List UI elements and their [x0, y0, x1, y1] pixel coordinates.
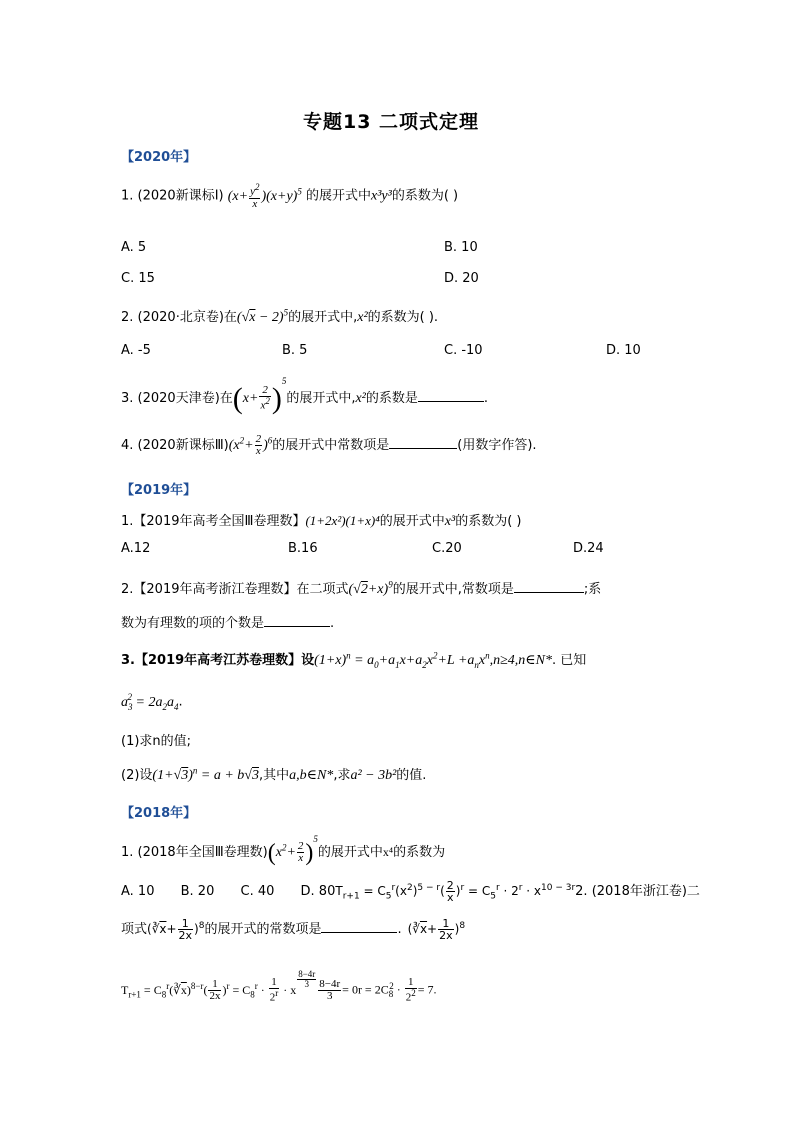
- q2019-3-part2-prefix: (2)设: [121, 768, 153, 783]
- q2019-1-option-b: B.16: [288, 541, 318, 556]
- q2019-3-given-end: .: [178, 694, 183, 710]
- q2019-3-part1: (1)求n的值;: [121, 734, 192, 749]
- page-title: 专题13 二项式定理: [303, 111, 480, 133]
- q2020-4-text: 的展开式中常数项是: [272, 438, 390, 453]
- q2020-2-option-a: A. -5: [121, 343, 151, 358]
- q2020-1: 1. (2020新课标Ⅰ) (x+ $\frac{y^2}{x}$ )$(x+y)^5$ 的展开式中x³y³的系数为( ): [121, 182, 459, 210]
- q2019-2-label: 2.【2019年高考浙江卷理数】在二项式: [121, 582, 349, 597]
- q2020-2-prefix: 2. (2020·北京卷)在: [121, 310, 237, 325]
- q2018-2-text: 的展开式的常数项是: [204, 922, 322, 937]
- q2019-3-condition: ,n≥4,n∈N*: [489, 653, 553, 668]
- q2019-1-suffix: 的系数为( ): [455, 514, 522, 529]
- q2019-1-option-d: D.24: [573, 541, 604, 556]
- q2019-1-text: 的展开式中: [379, 514, 445, 529]
- q2019-2-text: 的展开式中,常数项是: [392, 582, 514, 597]
- q2020-1-text: 的展开式中: [305, 188, 371, 204]
- q2020-1-option-c: C. 15: [121, 271, 155, 286]
- q2020-3: 3. (2020天津卷)在(x+ $\frac{2}{x^2}$ )$^5$的展开式中,x²的系数是 .: [121, 376, 489, 415]
- q2020-3-text: 的展开式中,: [286, 391, 356, 406]
- answer-blank[interactable]: [264, 614, 330, 627]
- q2019-3-part2: (2)设$(1+√3)^n = a + b√3$,其中a,b∈N*,求a² − 3b²的值.: [121, 765, 427, 783]
- q2018-1: 1. (2018年全国Ⅲ卷理数)($x^2+$ $\frac{2}{x}$ )$^5$的展开式中x⁴的系数为: [121, 834, 446, 866]
- q2020-1-option-d: D. 20: [444, 271, 479, 286]
- q2019-2-end: .: [330, 616, 335, 631]
- q2020-4: 4. (2020新课标$Ⅲ)(x^2+$ $\frac{2}{x}$ )$^6$的展开式中常数项是 (用数字作答).: [121, 433, 537, 458]
- q2019-3-part2-mid: ,其中: [258, 768, 290, 783]
- q2020-3-term: x²: [355, 391, 366, 406]
- q2019-2: 2.【2019年高考浙江卷理数】在二项式$(√2+x)^9$的展开式中,常数项是 ;系: [121, 579, 602, 597]
- q2019-1-option-c: C.20: [432, 541, 462, 556]
- q2020-3-end: .: [483, 391, 489, 406]
- q2019-1-label: 1.【2019年高考全国Ⅲ卷理数】: [121, 514, 306, 529]
- q2019-3-label: 3.【2019年高考江苏卷理数】设: [121, 653, 315, 668]
- q2018-1-suffix: 的系数为: [393, 845, 446, 860]
- answer-blank[interactable]: [321, 920, 397, 933]
- q2018-1-options-line: A. 10 B. 20 C. 40 D. $80T_{r+1} = C_5^r(x^2)^{5 - r}$( $\frac{2}{x}$ )$^r = C_5^r \cdot 2^r \cdot x^{10 - 3r}2$. (2018年浙江卷)二: [121, 879, 700, 904]
- q2018-2-solution-tail: = 0r = 2C: [342, 982, 389, 997]
- q2019-2-mid: ;系: [583, 582, 602, 597]
- q2019-2-line2-text: 数为有理数的项的个数是: [121, 616, 265, 631]
- q2019-2-line2: [121, 612, 334, 631]
- q2020-3-prefix: 3. (2020天津卷)在: [121, 391, 233, 406]
- q2018-2-solution: $T_{r+1}$ = $C_8^r(∛\overline{x})^{8-r}$( $\frac{1}{2x}$ )$^r = C_8^r$ · $\frac{1}{2^r}$ · x $^{\frac{8-4r}{3}}$ $\frac{8-4r}{3}$ = $0r = 2C_8^2$ · $\frac{1}{2^2}$ = 7.: [121, 969, 437, 1005]
- q2019-3-part2-end: 的值.: [396, 768, 427, 783]
- q2020-1-option-a: A. 5: [121, 240, 147, 255]
- q2018-2-label: 2. (2018年浙江卷)二: [575, 884, 700, 899]
- q2020-2: 2. (2020·北京卷)在$(√x - 2)^5$的展开式中,x²的系数为( ).: [121, 307, 439, 325]
- section-2019: 【2019年】: [121, 483, 197, 498]
- q2019-1-term: x³: [444, 514, 456, 529]
- q2019-3-part2-expr: a² − 3b²: [350, 768, 397, 783]
- q2020-1-option-b: B. 10: [444, 240, 478, 255]
- q2018-1-option-c: C. 40: [240, 884, 275, 899]
- q2018-1-option-b: B. 20: [180, 884, 215, 899]
- q2018-2-solution-end: = 7.: [417, 982, 437, 997]
- q2019-3-given: $a_3^2 = 2a_2a_4$.: [121, 692, 183, 712]
- q2018-2-prefix: 项式: [121, 922, 148, 937]
- q2020-2-option-b: B. 5: [282, 343, 308, 358]
- q2018-1-text: 的展开式中: [317, 845, 383, 860]
- q2018-2: 项式($∛\overline{x}+$ $\frac{1}{2x}$ )$^8$的展开式的常数项是 . ($∛\overline{x}+$ $\frac{1}{2x}$ )$^8$: [121, 917, 466, 942]
- q2020-2-option-c: C. -10: [444, 343, 483, 358]
- q2018-1-option-d: D. 80: [300, 884, 336, 899]
- q2020-2-text: 的展开式中,: [288, 310, 358, 325]
- q2020-1-term: x³y³: [371, 188, 392, 204]
- q2020-3-suffix: 的系数是: [365, 391, 418, 406]
- q2019-3-part2-cond: a,b∈N*: [289, 768, 334, 783]
- answer-blank[interactable]: [389, 436, 457, 449]
- q2019-1-expr: (1+2x²)(1+x)⁴: [305, 513, 380, 528]
- section-2018: 【2018年】: [121, 806, 197, 821]
- q2020-2-term: x²: [357, 310, 368, 325]
- answer-blank[interactable]: [514, 580, 584, 593]
- q2020-2-option-d: D. 10: [606, 343, 641, 358]
- q2020-4-prefix: 4. (2020新课标Ⅲ): [121, 438, 229, 453]
- q2018-1-term: x⁴: [382, 845, 394, 859]
- q2019-1-option-a: A.12: [121, 541, 151, 556]
- q2018-1-option-a: A. 10: [121, 884, 155, 899]
- q2020-1-suffix: 的系数为( ): [391, 188, 459, 204]
- q2018-2-end: .: [397, 922, 402, 937]
- q2018-1-prefix: 1. (2018年全国Ⅲ卷理数): [121, 845, 268, 860]
- q2019-1: [121, 510, 522, 530]
- section-2020: 【2020年】: [121, 150, 197, 165]
- q2020-1-prefix: 1. (2020新课标Ⅰ): [121, 188, 224, 204]
- q2020-2-suffix: 的系数为( ).: [367, 310, 439, 325]
- q2020-4-suffix: (用数字作答).: [457, 438, 537, 453]
- q2019-3: 3.【2019年高考江苏卷理数】设$(1+x)^n = a_0+a_1x+a_2x^2+L$ $+a_nx^n,n\ge 4,n\in N*$. 已知: [121, 650, 587, 670]
- q2019-3-part2-text: ,求: [333, 768, 351, 783]
- answer-blank[interactable]: [418, 389, 484, 402]
- q2019-3-tail: . 已知: [552, 653, 587, 668]
